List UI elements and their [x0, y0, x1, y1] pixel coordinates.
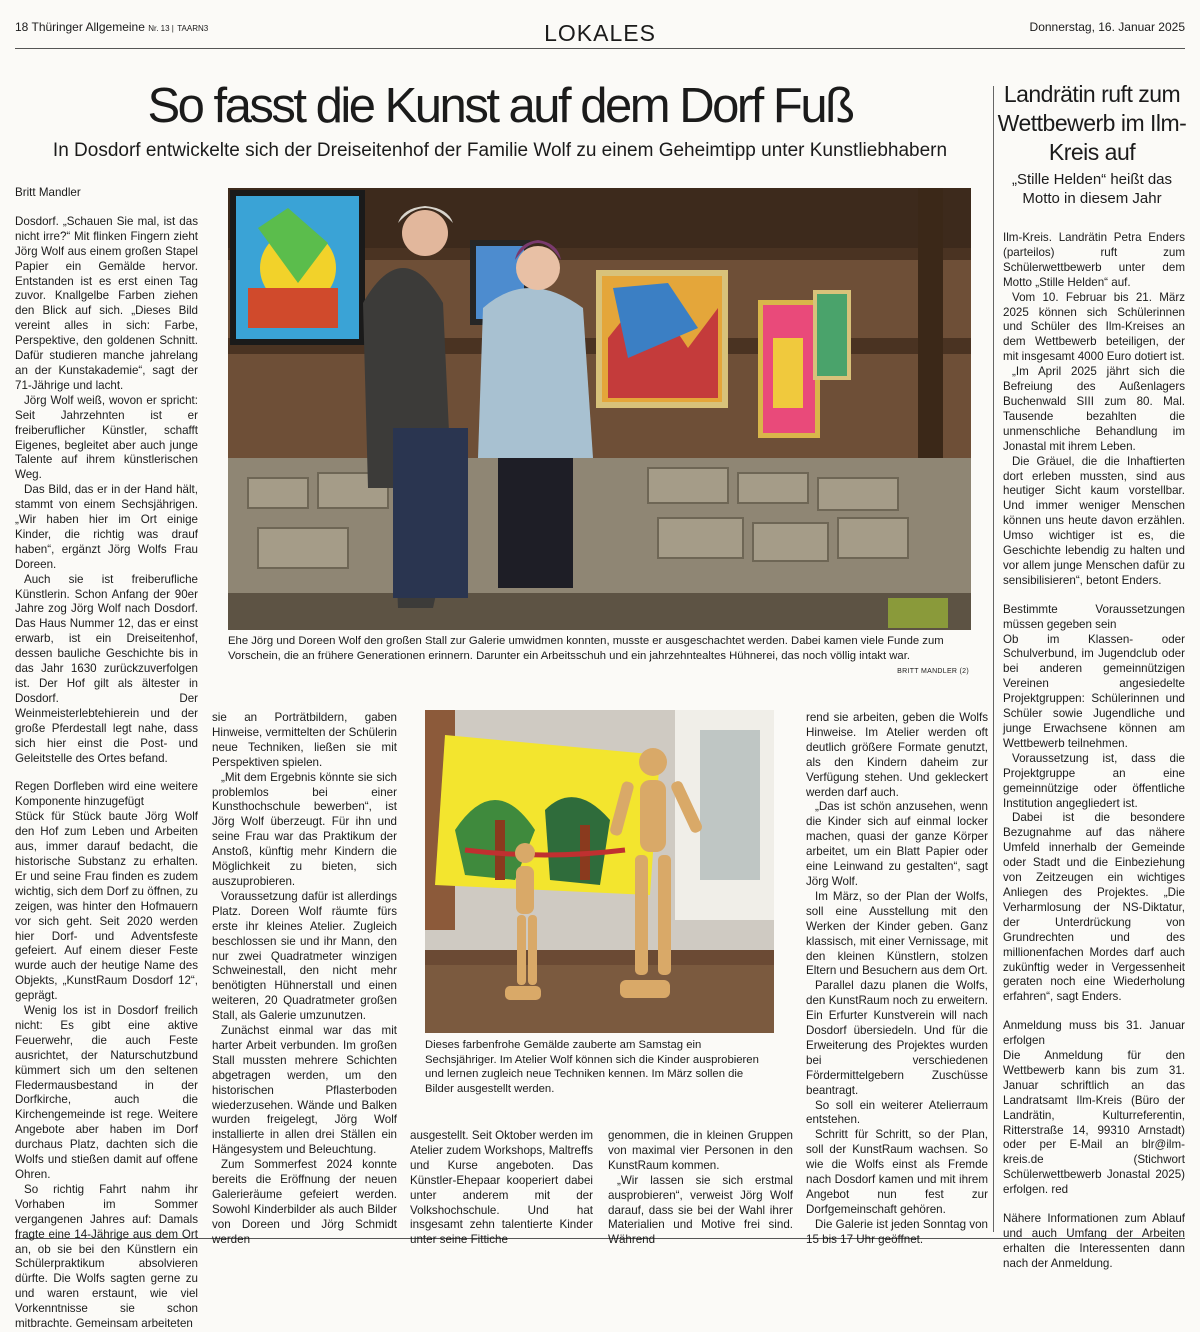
article-headline: So fasst die Kunst auf dem Dorf Fuß	[147, 79, 853, 133]
paragraph: „Im April 2025 jährt sich die Befreiung des Außenlagers Buchenwald SIII zum 80. Mal. Tausende bezahlten die unmenschliche Behandlung im Jonastal mit ihrem Leben.	[1003, 365, 1185, 453]
photo-couple-gallery-image	[228, 188, 971, 630]
section-name: LOKALES	[544, 20, 656, 46]
paragraph: sie an Porträtbildern, gaben Hinweise, vermittelten der Schülerin neue Techniken, ließen sie mit Perspektiven spielen.	[212, 711, 397, 769]
newspaper-name: Thüringer Allgemeine	[31, 20, 145, 34]
byline: Britt Mandler	[15, 186, 81, 199]
info-note: Nähere Informationen zum Ablauf und auch Umfang der Arbeiten erhalten die Interessenten dann nach der Anmeldung.	[1003, 1212, 1185, 1270]
paragraph: Ob im Klassen- oder Schulverbund, im Jugendclub oder bei anderen gemeinnützigen Vereinen angesiedelte Projektgruppen: Schülerinnen und Schüler sowie Jugendliche und junge Erwachsene können am Wettbewerb teilnehmen.	[1003, 632, 1185, 750]
paragraph: So richtig Fahrt nahm ihr Vorhaben im Sommer vergangenen Jahres auf: Damals fragte eine 14-Jährige aus dem Ort an, ob sie bei den Künstlern ein Schülerpraktikum absolvieren dürfte. Die Wolfs sagten gerne zu und waren erstaunt, wie viel Vorkenntnisse sie schon mitbrachte. Gemeinsam arbeiteten	[15, 1182, 198, 1331]
side-article-subheadline: „Stille Helden“ heißt das Motto in diesem Jahr	[1011, 171, 1173, 207]
paragraph: Voraussetzung ist, dass die Projektgruppe an eine gemeinnützige oder öffentliche Institution angegliedert ist.	[1003, 751, 1185, 810]
paragraph: „Wir lassen sie sich erstmal ausprobieren“, verweist Jörg Wolf darauf, dass sie bei der Wahl ihrer Materialien und Motive frei sind. Während	[608, 1173, 793, 1247]
photo-atelier-painting	[425, 710, 774, 1033]
article-column-5	[806, 711, 988, 1246]
side-article-headline: Landrätin ruft zum Wettbewerb im Ilm-Kreis auf	[997, 81, 1187, 165]
article-column-3	[410, 1129, 594, 1247]
article-column-1	[15, 186, 198, 1331]
photo-atelier-painting-image	[425, 710, 774, 1033]
photo-credit: BRITT MANDLER (2)	[897, 668, 969, 675]
header-rule	[15, 48, 1185, 49]
subheading: Bestimmte Voraussetzungen müssen gegeben sein	[1003, 602, 1185, 631]
paragraph: Dabei ist die besondere Bezugnahme auf das nähere Umfeld innerhalb der Gemeinde oder Stadt und die Einbeziehung von Zeitzeugen ein wichtiges Anliegen des Projektes. „Die Verharmlosung der NS-Diktatur, der Unterdrückung von Grundrechten und des millionenfachen Mordes darf auch zukünftig weder in Vergessenheit geraten noch eine Wiederholung erfahren“, sagt Enders.	[1003, 811, 1185, 1004]
paragraph: Stück für Stück baute Jörg Wolf den Hof zum Leben und Arbeiten aus, immer darauf bedacht, die historische Substanz zu erhalten. Er und seine Frau finden es zudem wichtig, sich dem Dorf zu öffnen, zu zeigen, was hinter den Hofmauern vor sich geht. Seit 2020 werden hier Dorf- und Adventsfeste gefeiert. Auf einem dieser Feste wurde auch der heutige Name des Objekts, „KunstRaum Dosdorf 12“, geprägt.	[15, 810, 198, 1003]
paragraph: Zunächst einmal war das mit harter Arbeit verbunden. Im großen Stall mussten mehrere Schichten abgetragen werden, um den historischen Pflasterboden wiederzusehen. Wände und Balken wurden freigelegt, Jörg Wolf installierte in allen drei Ställen ein Hängesystem und Beleuchtung.	[212, 1024, 397, 1157]
paragraph: So soll ein weiterer Atelierraum entstehen.	[806, 1098, 988, 1127]
subheading: Regen Dorfleben wird eine weitere Komponente hinzugefügt	[15, 780, 198, 809]
issue-date: Donnerstag, 16. Januar 2025	[1029, 20, 1185, 34]
page-number: 18	[15, 20, 29, 34]
paragraph: rend sie arbeiten, geben die Wolfs Hinweise. Im Atelier werden oft deutlich größere Formate genutzt, als den Kindern daheim zur Verfügung stehen. Und gekleckert werden darf auch.	[806, 711, 988, 799]
article-subheadline: In Dosdorf entwickelte sich der Dreiseitenhof der Familie Wolf zu einem Geheimtipp unter Kunstliebhabern	[52, 140, 948, 161]
paragraph: „Das ist schön anzusehen, wenn die Kinder sich auf einmal locker machen, quasi der ganze Körper arbeitet, um ein Blatt Papier oder eine Leinwand zu gestalten“, sagt Jörg Wolf.	[806, 800, 988, 888]
paragraph: Wenig los ist in Dosdorf freilich nicht: Es gibt eine aktive Feuerwehr, die auch Feste ausrichtet, der Naturschutzbund kümmert sich um den seltenen Fledermausbestand in der Dorfkirche, auch die Kirchengemeinde ist rege. Weitere Angebote aber haben im Dorf durchaus Platz, dachten sich die Wolfs und stießen damit auf offene Ohren.	[15, 1004, 198, 1181]
paragraph: Dosdorf. „Schauen Sie mal, ist das nicht irre?“ Mit flinken Fingern zieht Jörg Wolf aus einem großen Stapel Papier ein Gemälde hervor. Entstanden ist es erst einen Tag zuvor. Knallgelbe Farben ziehen den Blick auf sich. „Dieses Bild vereint alles in sich: Farbe, Perspektive, den goldenen Schnitt. Dafür studieren manche jahrelang an der Kunstakademie“, sagt der 71-Jährige und lacht.	[15, 214, 198, 392]
paragraph: Vom 10. Februar bis 21. März 2025 können sich Schülerinnen und Schüler des Ilm-Kreises an dem Wettbewerb beteiligen, der mit insgesamt 4000 Euro dotiert ist.	[1003, 290, 1185, 364]
subheading: Anmeldung muss bis 31. Januar erfolgen	[1003, 1019, 1185, 1048]
paragraph: Das Bild, das er in der Hand hält, stammt von einem Sechsjährigen. „Wir haben hier im Ort einige Kinder, die richtig was drauf haben“, ergänzt Jörg Wolfs Frau Doreen.	[15, 483, 198, 571]
article-column-2	[212, 711, 397, 1246]
article-column-4	[608, 1129, 793, 1247]
photo-1-caption: Ehe Jörg und Doreen Wolf den großen Stall zur Galerie umwidmen konnten, musste er ausgeschachtet werden. Dabei kamen viele Funde zum Vorschein, die an frühere Generationen erinnern. Darunter ein Arbeitsschuh und ein jahrzehntealtes Hühnerei, das noch völlig intakt war.	[228, 635, 944, 662]
paragraph: Voraussetzung dafür ist allerdings Platz. Doreen Wolf räumte fürs erste ihr kleines Atelier. Zugleich beschlossen sie und ihr Mann, den nur zwei Quadratmeter winzigen Schweinestall, den nicht mehr benötigten Hühnerstall und einen weiteren, 20 Quadratmeter großen Stall, als Galerie umzunutzen.	[212, 889, 397, 1023]
paragraph: genommen, die in kleinen Gruppen von maximal vier Personen in den KunstRaum kommen.	[608, 1129, 793, 1172]
paragraph: Die Anmeldung für den Wettbewerb kann bis zum 31. Januar schriftlich an das Landratsamt Ilm-Kreis (Büro der Landrätin, Kulturreferentin, Ritterstraße 14, 99310 Arnstadt) oder per E-Mail an blr@ilm-kreis.de (Stichwort Schülerwettbewerb Jonastal 2025) erfolgen. red	[1003, 1049, 1185, 1197]
photo-couple-gallery	[228, 188, 971, 630]
paragraph: Schritt für Schritt, so der Plan, soll der KunstRaum wachsen. So wie die Wolfs einst als Fremde nach Dosdorf kamen und mit ihrem Angebot nun fest zur Dorfgemeinschaft gehören.	[806, 1128, 988, 1216]
column-divider	[993, 86, 994, 1232]
paragraph: Die Galerie ist jeden Sonntag von 15 bis 17 Uhr geöffnet.	[806, 1217, 988, 1246]
paragraph: Die Gräuel, die die Inhaftierten dort erleben mussten, sind aus heutiger Sicht kaum vorstellbar. Und immer weniger Menschen können uns heute davon erzählen. Umso wichtiger ist es, die Geschichte lebendig zu halten und vor allem junge Menschen dafür zu sensibilisieren“, betont Enders.	[1003, 454, 1185, 587]
issue-number: Nr. 13 |	[148, 24, 174, 33]
paragraph: Auch sie ist freiberufliche Künstlerin. Schon Anfang der 90er Jahre zog Jörg Wolf nach Dosdorf. Das Haus Nummer 12, das er einst erwarb, ist ein Dreiseitenhof, dessen bauliche Geschichte bis in das Jahr 1630 zurückzuverfolgen ist. Der Hof gilt als ältester in Dosdorf. Der Weinmeisterlebtehierein und der große Pferdestall legt nahe, dass sich hier einst die Post- und Geleitstelle des Ortes befand.	[15, 572, 198, 765]
paragraph: ausgestellt. Seit Oktober werden im Atelier zudem Workshops, Maltreffs und Kurse angeboten. Das Künstler-Ehepaar kooperiert dabei unter anderem mit der Volkshochschule. Und hat insgesamt zehn talentierte Kinder unter seine Fittiche	[410, 1129, 594, 1247]
paragraph: Ilm-Kreis. Landrätin Petra Enders (parteilos) ruft zum Schülerwettbewerb unter dem Motto „Stille Helden“ auf.	[1003, 231, 1185, 289]
paragraph: Zum Sommerfest 2024 konnte bereits die Eröffnung der neuen Galerieräume gefeiert werden. Sowohl Kinderbilder als auch Bilder von Doreen und Jörg Schmidt werden	[212, 1158, 397, 1246]
edition-code: TAARN3	[177, 24, 209, 33]
paragraph: Parallel dazu planen die Wolfs, den KunstRaum noch zu erweitern. Ein Erfurter Kunstverein will nach Dosdorf übersiedeln. Und für die Erweiterung des Projektes wurden bei verschiedenen Fördermittelgebern Zuschüsse beantragt.	[806, 979, 988, 1097]
side-article-body	[1003, 231, 1185, 1270]
paragraph: Im März, so der Plan der Wolfs, soll eine Ausstellung mit den Werken der Kinder geben. Ganz klassisch, mit einer Vernissage, mit den kleinen Künstlern, stolzen Eltern und Besuchern aus dem Ort.	[806, 889, 988, 978]
paragraph: Jörg Wolf weiß, wovon er spricht: Seit Jahrzehnten ist er freiberuflicher Künstler, schafft Eigenes, begleitet aber auch junge Talente auf ihrem künstlerischen Weg.	[15, 393, 198, 482]
paragraph: „Mit dem Ergebnis könnte sie sich problemlos bei einer Kunsthochschule bewerben“, ist Jörg Wolf überzeugt. Für ihn und seine Frau war das Praktikum der Anstoß, künftig mehr Kindern die Möglichkeit zu bieten, sich auszuprobieren.	[212, 770, 397, 888]
photo-2-caption: Dieses farbenfrohe Gemälde zauberte am Samstag ein Sechsjähriger. Im Atelier Wolf können sich die Kinder ausprobieren und lernen zugleich neue Techniken kennen. Im März sollen die Bilder ausgestellt werden.	[425, 1039, 759, 1095]
